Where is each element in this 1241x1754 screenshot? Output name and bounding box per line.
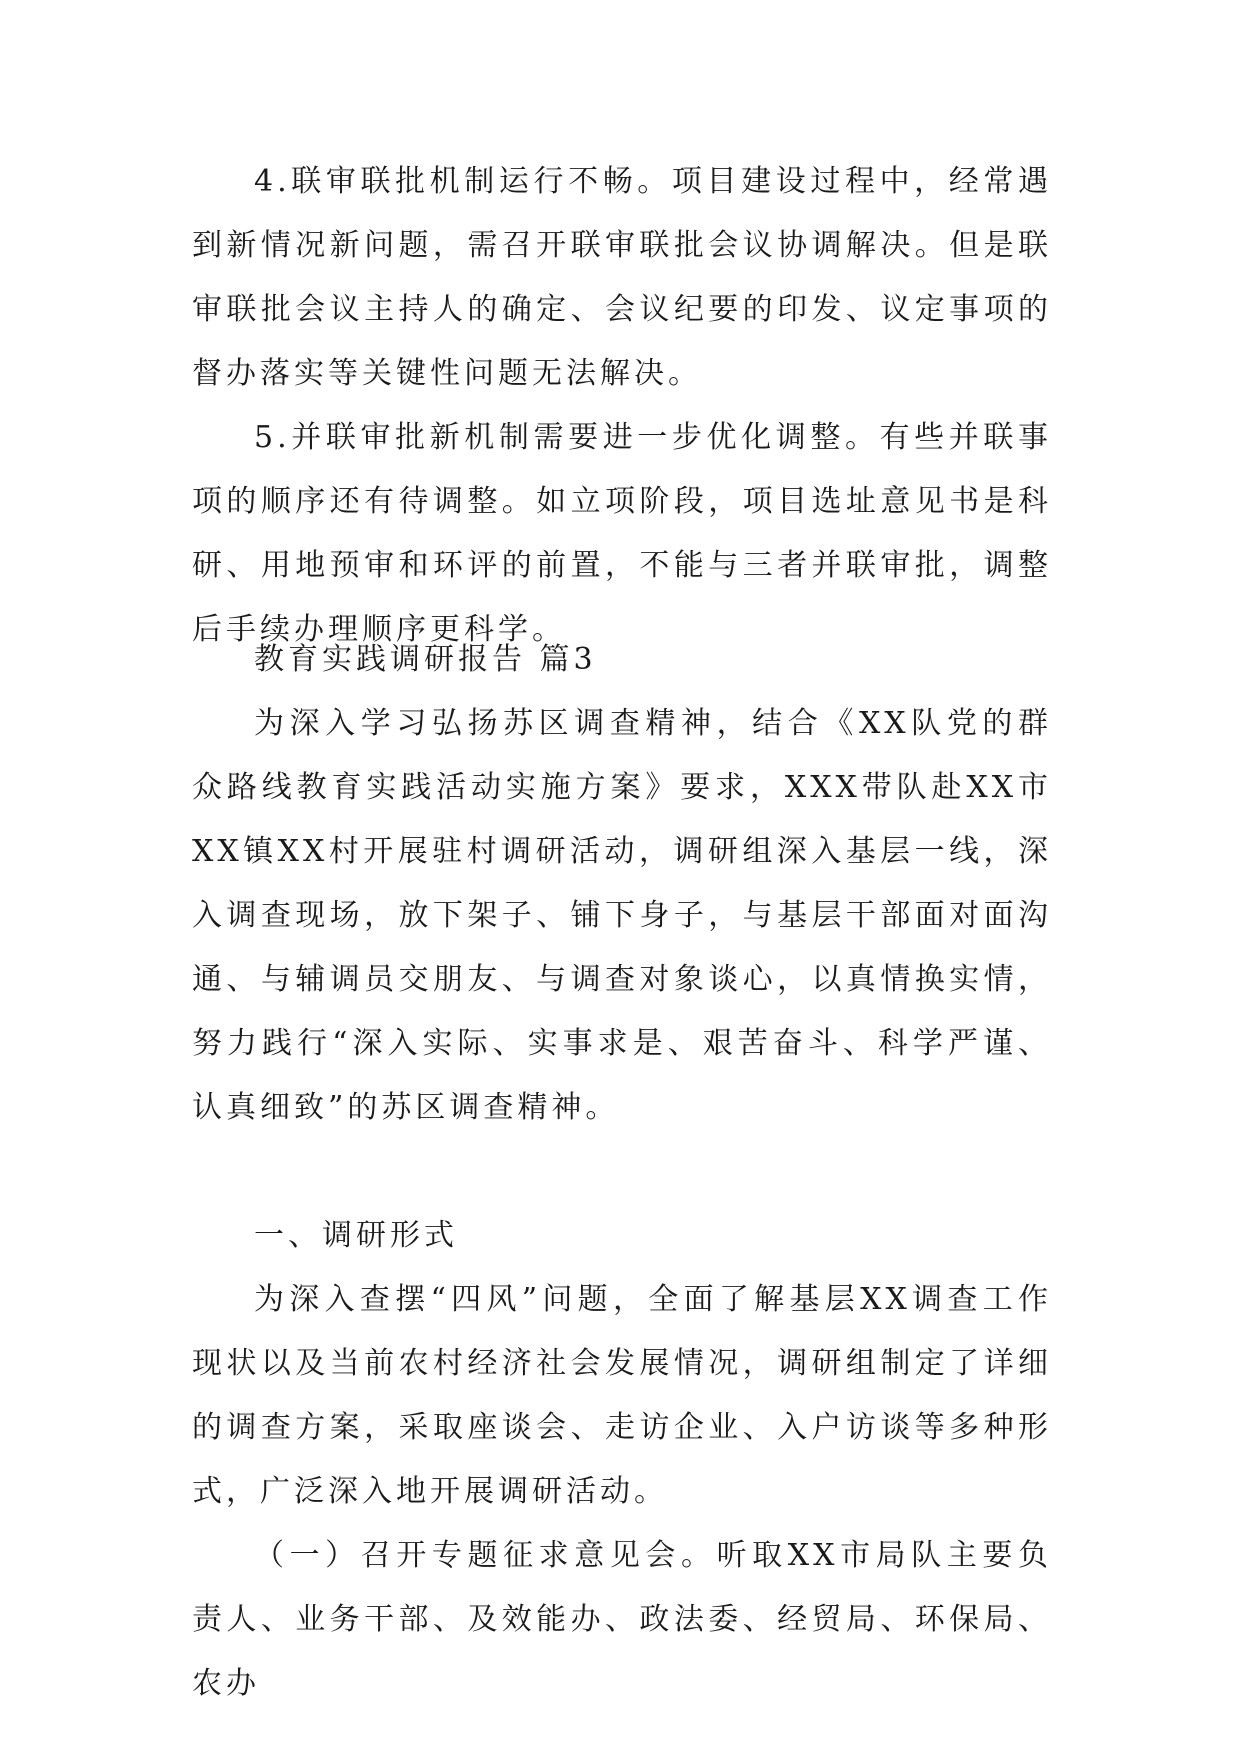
paragraph-issue-5: 5.并联审批新机制需要进一步优化调整。有些并联事项的顺序还有待调整。如立项阶段，项目选址意见书是科研、用地预审和环评的前置，不能与三者并联审批，调整后手续办理顺序更科学。 xyxy=(192,420,1052,647)
paragraph-intro: 为深入学习弘扬苏区调查精神，结合《XX队党的群众路线教育实践活动实施方案》要求，XXX带队赴XX市XX镇XX村开展驻村调研活动，调研组深入基层一线，深入调查现场，放下架子、铺下身子，与基层干部面对面沟通、与辅调员交朋友、与调查对象谈心，以真情换实情，努力践行“深入实际、实事求是、艰苦奋斗、科学严谨、认真细致”的苏区调查精神。 xyxy=(192,706,1052,1125)
section-title: 教育实践调研报告 篇3 xyxy=(254,642,597,677)
paragraph-issue-4: 4.联审联批机制运行不畅。项目建设过程中，经常遇到新情况新问题，需召开联审联批会议协调解决。但是联审联批会议主持人的确定、会议纪要的印发、议定事项的督办落实等关键性问题无法解决。 xyxy=(192,164,1052,391)
paragraph-research-form: 为深入查摆“四风”问题，全面了解基层XX调查工作现状以及当前农村经济社会发展情况，调研组制定了详细的调查方案，采取座谈会、走访企业、入户访谈等多种形式，广泛深入地开展调研活动。 xyxy=(192,1282,1052,1509)
paragraph-forum: （一）召开专题征求意见会。听取XX市局队主要负责人、业务干部、及效能办、政法委、经贸局、环保局、农办 xyxy=(192,1538,1052,1701)
heading-research-form: 一、调研形式 xyxy=(254,1218,458,1253)
